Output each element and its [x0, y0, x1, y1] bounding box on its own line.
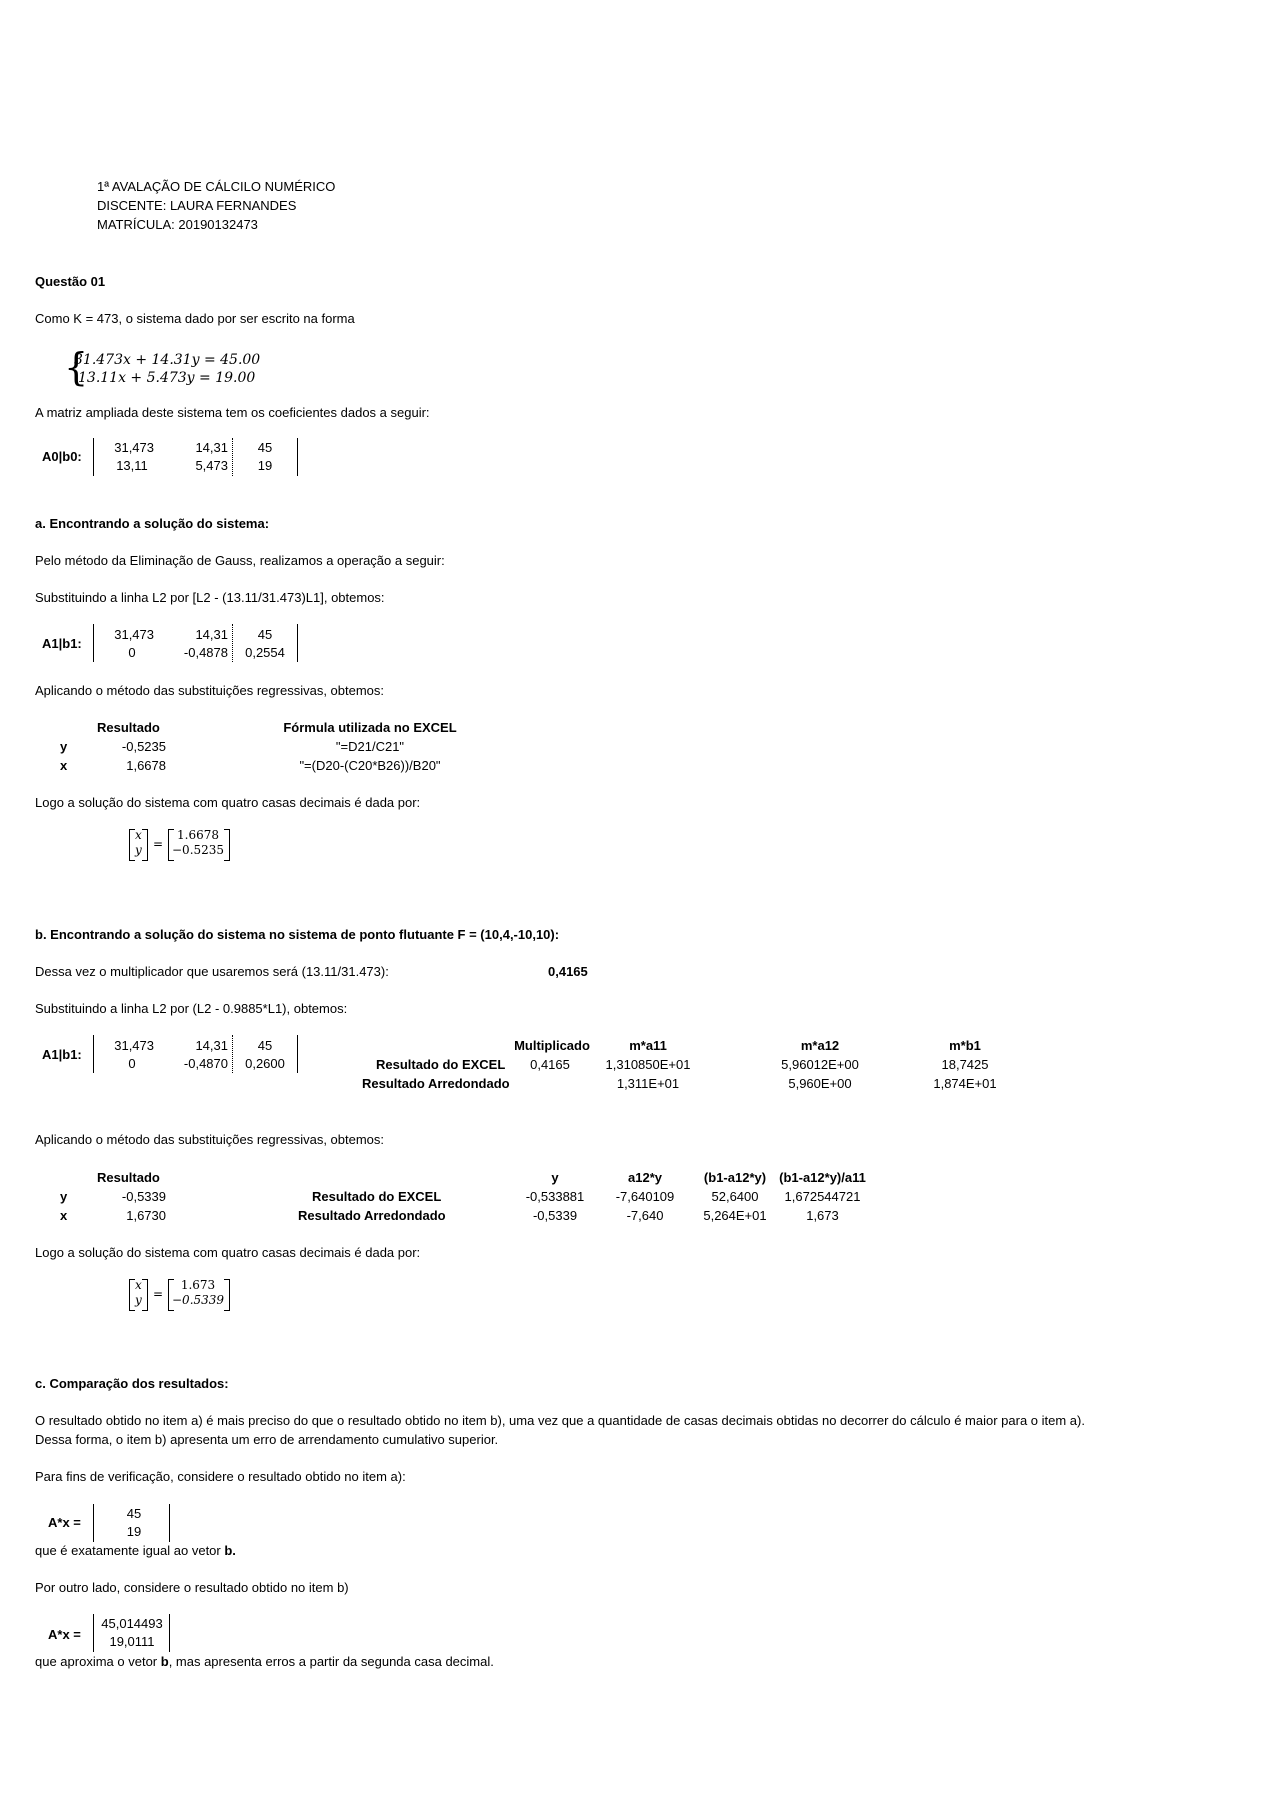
var-label: x [60, 758, 68, 773]
table-header: y [551, 1170, 559, 1185]
matrix-cell: 45 [257, 1038, 273, 1053]
table-cell: 18,7425 [941, 1057, 989, 1072]
row-label: Resultado do EXCEL [376, 1057, 506, 1072]
table-cell: -0,533881 [525, 1189, 585, 1204]
table-header: (b1-a12*y)/a11 [779, 1170, 866, 1185]
matrix-cell: 14,31 [195, 1038, 228, 1053]
section-a-text: Aplicando o método das substituições regressivas, obtemos: [35, 683, 385, 698]
vector-value: 19,0111 [109, 1634, 155, 1649]
section-a-title: a. Encontrando a solução do sistema: [35, 516, 270, 531]
solution-value: 1.6678 [177, 828, 219, 842]
system-equation-2: 13.11x + 5.473y = 19.00 [78, 370, 256, 386]
formula-header: Fórmula utilizada no EXCEL [283, 720, 457, 735]
matrix-cell: 0 [128, 1056, 136, 1071]
table-cell: 5,960E+00 [788, 1076, 852, 1091]
formula-value: "=(D20-(C20*B26))/B20" [299, 758, 441, 773]
matrix-cell: 14,31 [195, 440, 228, 455]
table-cell: 1,672544721 [784, 1189, 861, 1204]
table-header: Multiplicado [514, 1038, 590, 1053]
matrix-cell: 31,473 [114, 627, 154, 642]
vector-value: 45 [126, 1506, 142, 1521]
section-c-text: Por outro lado, considere o resultado obtido no item b) [35, 1580, 349, 1595]
matrix-intro: A matriz ampliada deste sistema tem os coeficientes dados a seguir: [35, 405, 430, 420]
section-b-text: Aplicando o método das substituições regressivas, obtemos: [35, 1132, 385, 1147]
vector-value: 19 [126, 1524, 142, 1539]
var-label: x [60, 1208, 68, 1223]
vector-var: y [135, 1293, 142, 1307]
product-label: A*x = [48, 1627, 81, 1642]
solution-value: −0.5339 [172, 1293, 225, 1307]
row-label: Resultado Arredondado [298, 1208, 446, 1223]
table-cell: 1,311E+01 [616, 1076, 680, 1091]
section-c-title: c. Comparação dos resultados: [35, 1376, 229, 1391]
result-value: -0,5339 [121, 1189, 166, 1204]
table-cell: 1,310850E+01 [605, 1057, 691, 1072]
table-cell: 0,4165 [530, 1057, 570, 1072]
question-title: Questão 01 [35, 274, 106, 289]
section-a-text: Substituindo a linha L2 por [L2 - (13.11/31.473)L1], obtemos: [35, 590, 385, 605]
matrix-cell: -0,4870 [183, 1056, 228, 1071]
vector-var: y [135, 843, 142, 857]
table-cell: 5,96012E+00 [781, 1057, 859, 1072]
section-a-text: Logo a solução do sistema com quatro casas decimais é dada por: [35, 795, 421, 810]
section-c-text: que é exatamente igual ao vetor b. [35, 1543, 236, 1558]
section-a-text: Pelo método da Eliminação de Gauss, realizamos a operação a seguir: [35, 553, 445, 568]
table-header: m*a12 [800, 1038, 840, 1053]
matrix-label: A1|b1: [42, 1047, 82, 1062]
table-cell: 1,874E+01 [933, 1076, 997, 1091]
matrix-cell: 5,473 [195, 458, 228, 473]
var-label: y [60, 739, 68, 754]
section-b-title: b. Encontrando a solução do sistema no sistema de ponto flutuante F = (10,4,-10,10): [35, 927, 560, 942]
section-b-text: Dessa vez o multiplicador que usaremos será (13.11/31.473): [35, 964, 389, 979]
table-cell: -0,5339 [532, 1208, 578, 1223]
result-value: 1,6730 [126, 1208, 166, 1223]
table-header: m*b1 [949, 1038, 981, 1053]
matrix-cell: -0,4878 [183, 645, 228, 660]
matrix-label: A0|b0: [42, 449, 82, 464]
row-label: Resultado Arredondado [362, 1076, 510, 1091]
matrix-cell: 19 [257, 458, 273, 473]
table-cell: 52,6400 [711, 1189, 759, 1204]
section-c-text: que aproxima o vetor b, mas apresenta erros a partir da segunda casa decimal. [35, 1654, 494, 1669]
result-value: 1,6678 [126, 758, 166, 773]
vector-value: 45,014493 [101, 1616, 163, 1631]
formula-value: "=D21/C21" [335, 739, 405, 754]
section-c-text: Dessa forma, o item b) apresenta um erro de arrendamento cumulativo superior. [35, 1432, 499, 1447]
matrix-cell: 14,31 [195, 627, 228, 642]
matrix-cell: 13,11 [116, 458, 148, 473]
section-b-text: Logo a solução do sistema com quatro casas decimais é dada por: [35, 1245, 421, 1260]
product-label: A*x = [48, 1515, 81, 1530]
table-header: (b1-a12*y) [703, 1170, 767, 1185]
header-registration: MATRÍCULA: 20190132473 [97, 217, 258, 232]
multiplier-value: 0,4165 [548, 964, 588, 979]
matrix-cell: 45 [257, 440, 273, 455]
system-brace: { [64, 345, 89, 389]
table-cell: 5,264E+01 [703, 1208, 767, 1223]
matrix-cell: 31,473 [114, 440, 154, 455]
results-header: Resultado [97, 720, 160, 735]
section-c-text: O resultado obtido no item a) é mais preciso do que o resultado obtido no item b), uma vez que a quantidade de casas decimais obtidas no decorrer do cálculo é maior para o item a). [35, 1413, 1085, 1428]
table-cell: -7,640 [626, 1208, 664, 1223]
matrix-cell: 0,2554 [245, 645, 285, 660]
result-value: -0,5235 [121, 739, 166, 754]
section-b-text: Substituindo a linha L2 por (L2 - 0.9885*L1), obtemos: [35, 1001, 348, 1016]
results-header: Resultado [97, 1170, 160, 1185]
solution-value: −0.5235 [172, 843, 225, 857]
table-header: m*a11 [629, 1038, 667, 1053]
header-student: DISCENTE: LAURA FERNANDES [97, 198, 297, 213]
matrix-label: A1|b1: [42, 636, 82, 651]
table-cell: -7,640109 [615, 1189, 675, 1204]
system-equation-1: 31.473x + 14.31y = 45.00 [74, 352, 261, 368]
var-label: y [60, 1189, 68, 1204]
matrix-cell: 0 [128, 645, 136, 660]
section-c-text: Para fins de verificação, considere o resultado obtido no item a): [35, 1469, 406, 1484]
table-cell: 1,673 [806, 1208, 839, 1223]
vector-var: x [135, 828, 142, 842]
solution-value: 1.673 [180, 1278, 216, 1292]
equals-sign: = [153, 837, 164, 851]
matrix-cell: 45 [257, 627, 273, 642]
vector-var: x [135, 1278, 142, 1292]
row-label: Resultado do EXCEL [312, 1189, 442, 1204]
matrix-cell: 0,2600 [245, 1056, 285, 1071]
question-intro: Como K = 473, o sistema dado por ser escrito na forma [35, 311, 355, 326]
equals-sign: = [153, 1287, 164, 1301]
matrix-cell: 31,473 [114, 1038, 154, 1053]
table-header: a12*y [628, 1170, 662, 1185]
header-title: 1ª AVALAÇÃO DE CÁLCILO NUMÉRICO [97, 179, 336, 194]
